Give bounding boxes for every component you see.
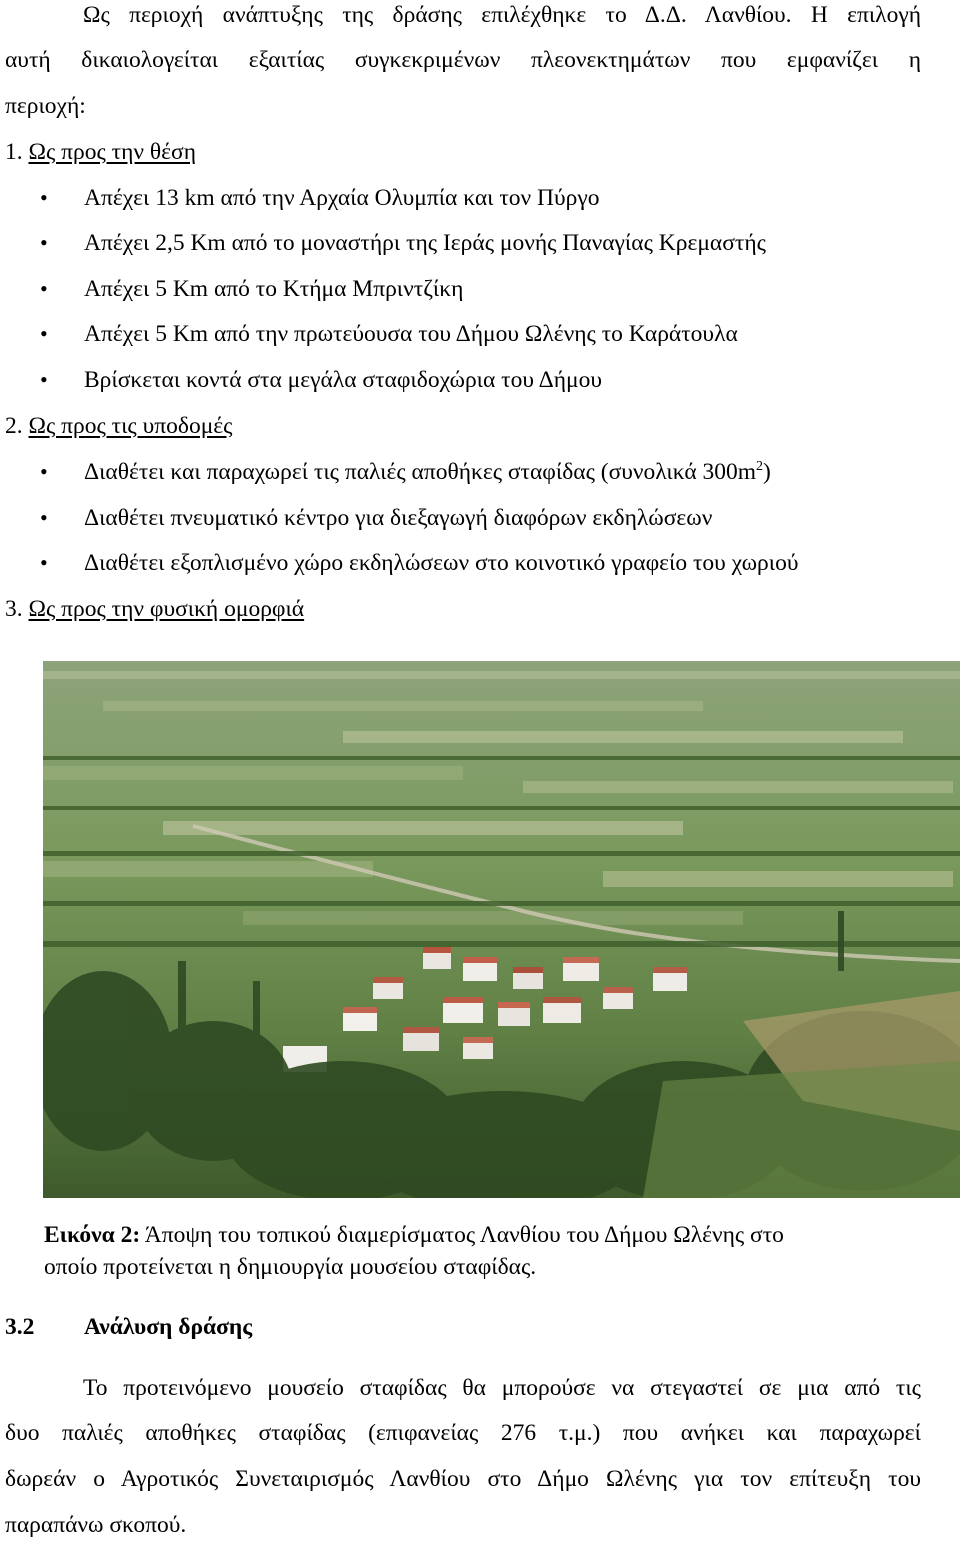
- bullet-glyph: •: [40, 276, 48, 301]
- section-heading-number: 3.2: [5, 1314, 35, 1340]
- figure-label: Εικόνα 2:: [44, 1222, 141, 1248]
- section-1-heading: [5, 137, 196, 167]
- section-2-heading: [5, 411, 232, 441]
- bullet-glyph: •: [40, 550, 48, 575]
- list-item: Απέχει 5 Km από το Κτήμα Μπριντζίκη: [84, 276, 464, 302]
- landscape-image: [43, 661, 960, 1198]
- body-line-4: παραπάνω σκοπού.: [5, 1512, 187, 1538]
- intro-line-1: Ως περιοχή ανάπτυξης της δράσης επιλέχθηκε το Δ.Δ. Λανθίου. Η επιλογή: [83, 2, 921, 28]
- section-2-number: 2.: [5, 413, 23, 439]
- section-1-number: 1.: [5, 139, 23, 165]
- bullet-glyph: •: [40, 505, 48, 530]
- bullet-glyph: •: [40, 459, 48, 484]
- body-line-3: δωρεάν ο Αγροτικός Συνεταιρισμός Λανθίου στο Δήμο Ωλένης για τον επίτευξη του: [5, 1466, 921, 1492]
- intro-line-2: αυτή δικαιολογείται εξαιτίας συγκεκριμένων πλεονεκτημάτων που εμφανίζει η: [5, 47, 921, 73]
- list-item: Απέχει 5 Km από την πρωτεύουσα του Δήμου Ωλένης το Καράτουλα: [84, 321, 738, 347]
- figure-caption-line-2: οποίο προτείνεται η δημιουργία μουσείου σταφίδας.: [44, 1254, 537, 1280]
- section-3-number: 3.: [5, 596, 23, 622]
- body-line-2: δυο παλιές αποθήκες σταφίδας (επιφανείας 276 τ.μ.) που ανήκει και παραχωρεί: [5, 1420, 921, 1446]
- bullet-glyph: •: [40, 185, 48, 210]
- body-line-1: Το προτεινόμενο μουσείο σταφίδας θα μπορούσε να στεγαστεί σε μια από τις: [83, 1375, 921, 1401]
- figure-caption-text: Άποψη του τοπικού διαμερίσματος Λανθίου του Δήμου Ωλένης στο: [140, 1222, 784, 1248]
- list-item: Διαθέτει πνευματικό κέντρο για διεξαγωγή διαφόρων εκδηλώσεων: [84, 505, 713, 531]
- bullet-glyph: •: [40, 367, 48, 392]
- bullet-glyph: •: [40, 230, 48, 255]
- section-2-title: Ως προς τις υποδομές: [28, 413, 233, 439]
- section-3-heading: [5, 594, 304, 624]
- bullet-glyph: •: [40, 321, 48, 346]
- list-item: Βρίσκεται κοντά στα μεγάλα σταφιδοχώρια του Δήμου: [84, 367, 602, 393]
- list-item: Διαθέτει εξοπλισμένο χώρο εκδηλώσεων στο κοινοτικό γραφείο του χωριού: [84, 550, 799, 576]
- list-item: Απέχει 2,5 Km από το μοναστήρι της Ιεράς μονής Παναγίας Κρεμαστής: [84, 230, 766, 256]
- section-3-title: Ως προς την φυσική ομορφιά: [28, 596, 305, 622]
- intro-line-3: περιοχή:: [5, 93, 86, 119]
- list-item-end: ): [763, 459, 771, 485]
- section-1-title: Ως προς την θέση: [28, 139, 196, 165]
- list-item: Απέχει 13 km από την Αρχαία Ολυμπία και τον Πύργο: [84, 185, 600, 211]
- figure-caption-line-1: [44, 1220, 784, 1250]
- superscript: 2: [756, 459, 764, 474]
- village-landscape-photo: [43, 661, 960, 1198]
- list-item-text: Διαθέτει και παραχωρεί τις παλιές αποθήκες σταφίδας (συνολικά 300m: [84, 459, 757, 485]
- list-item: [84, 457, 771, 487]
- section-heading-title: Ανάλυση δράσης: [84, 1314, 253, 1340]
